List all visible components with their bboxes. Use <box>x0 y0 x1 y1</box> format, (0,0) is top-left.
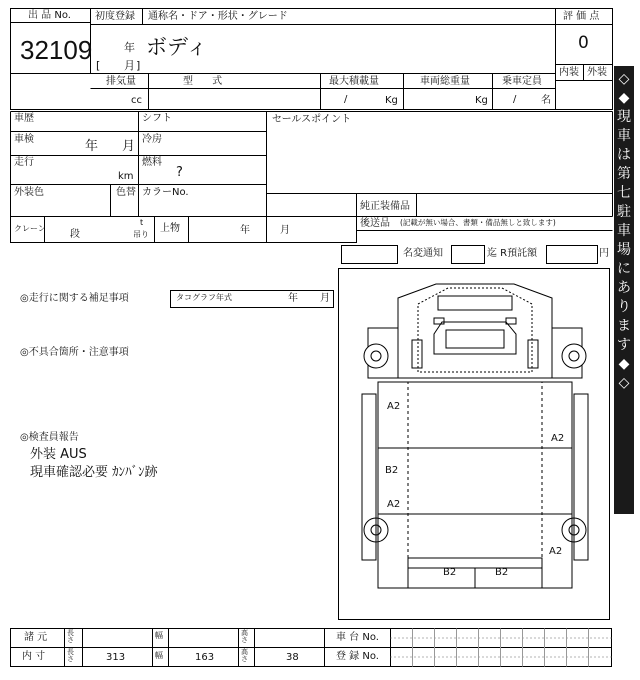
max-load-unit: Kg <box>385 95 398 106</box>
damage-mark-right-top: A2 <box>551 433 565 444</box>
score-value: 0 <box>578 33 589 53</box>
crane-ton-unit: t <box>140 218 144 227</box>
lot-no-label: 出 品 No. <box>28 10 71 21</box>
displacement-unit: cc <box>131 95 142 106</box>
inner-length-value: 313 <box>106 652 126 663</box>
build-year-unit: 年 <box>240 225 250 236</box>
send-later-note: (記載が無い場合、書類・備品無しと致します) <box>400 218 556 227</box>
tacho-year-unit: 年 <box>288 293 298 304</box>
inner-width-value: 163 <box>195 652 215 663</box>
defects-title: ◎不具合箇所・注意事項 <box>20 347 129 358</box>
send-later-label: 後送品 <box>360 218 390 229</box>
max-load-label: 最大積載量 <box>329 76 379 87</box>
gross-weight-label: 車両総重量 <box>420 76 470 87</box>
displacement-label: 排気量 <box>106 76 136 87</box>
damage-mark-left-bottom: A2 <box>387 499 401 510</box>
ac-label: 冷房 <box>142 134 162 145</box>
name-door-grade-label: 通称名・ドア・形状・グレード <box>148 11 288 22</box>
fuel-label: 燃料 <box>142 157 162 168</box>
sales-points-label: セールスポイント <box>272 114 352 125</box>
location-banner-text: ◇◆ 現車は第七駐車場にあります ◆◇ <box>617 71 631 391</box>
exterior-label: 外装 <box>587 67 607 78</box>
damage-mark-rear-left: B2 <box>443 567 457 578</box>
inspection-month-unit: 月 <box>122 139 136 154</box>
inner-dims-label: 内 寸 <box>22 651 46 662</box>
body-build-label: 上物 <box>160 223 180 234</box>
length-label-1: 長さ <box>67 629 74 644</box>
tacho-month-unit: 月 <box>320 293 330 304</box>
shift-label: シフト <box>142 113 172 124</box>
damage-mark-left-mid: B2 <box>385 465 399 476</box>
length-label-2: 長さ <box>67 648 74 663</box>
damage-mark-rear-right: B2 <box>495 567 509 578</box>
crane-label: クレーン <box>14 224 46 233</box>
crane-lift-unit: 吊り <box>133 230 149 239</box>
reg-year-unit: 年 <box>124 41 135 54</box>
damage-mark-left-top: A2 <box>387 401 401 412</box>
first-reg-label: 初度登録 <box>95 11 135 22</box>
capacity-label: 乗車定員 <box>502 76 542 87</box>
location-banner <box>614 66 634 514</box>
build-month-unit: 月 <box>280 225 290 236</box>
fuel-value: ? <box>176 165 183 180</box>
height-label-1: 高さ <box>241 629 248 644</box>
gross-weight-unit: Kg <box>475 95 488 106</box>
driving-notes-title: ◎走行に関する補足事項 <box>20 293 129 304</box>
body-type-value: ボディ <box>146 35 208 59</box>
deposit-label: 迄 R預託額 <box>487 248 538 259</box>
score-label: 評 価 点 <box>563 11 600 22</box>
inspection-label: 車検 <box>14 134 34 145</box>
width-label-2: 幅 <box>155 651 163 660</box>
inner-height-value: 38 <box>286 652 299 663</box>
capacity-sep: / <box>513 94 517 105</box>
color-no-label: カラーNo. <box>142 187 189 198</box>
chassis-no-label: 車 台 No. <box>336 632 379 643</box>
model-label: 型 式 <box>183 76 223 87</box>
name-change-box <box>341 245 398 264</box>
tachograph-label: タコグラフ年式 <box>176 293 232 302</box>
mileage-label: 走行 <box>14 157 34 168</box>
lot-number: 32109 <box>20 35 93 65</box>
name-change-label: 名変通知 <box>403 248 443 259</box>
inspector-report-title: ◎検査員報告 <box>20 432 79 443</box>
name-change-date-box <box>451 245 485 264</box>
interior-label: 内装 <box>559 67 579 78</box>
yen-unit: 円 <box>599 248 609 259</box>
damage-mark-right-bottom: A2 <box>549 546 563 557</box>
width-label-1: 幅 <box>155 631 163 640</box>
height-label-2: 高さ <box>241 648 248 663</box>
vehicle-diagram <box>338 268 610 620</box>
genuine-equipment-label: 純正装備品 <box>360 201 410 212</box>
deposit-amount-box <box>546 245 598 264</box>
bracket-close: ] <box>136 59 141 72</box>
inspection-year-unit: 年 <box>85 139 99 154</box>
specs-row-label: 諸 元 <box>24 632 48 643</box>
bracket-open: [ <box>96 59 101 72</box>
reg-month-unit: 月 <box>124 59 135 72</box>
crane-stage-unit: 段 <box>70 229 80 240</box>
color-swap-label: 色替 <box>116 187 136 198</box>
ext-color-label: 外装色 <box>14 187 44 198</box>
inspector-line-1: 外装 AUS <box>30 447 87 462</box>
registration-no-label: 登 録 No. <box>336 651 379 662</box>
max-load-sep: / <box>344 94 348 105</box>
history-label: 車歴 <box>14 113 34 124</box>
mileage-unit: km <box>118 171 134 182</box>
capacity-unit: 名 <box>541 95 551 106</box>
inspector-line-2: 現車確認必要 ｶﾝﾊﾞﾝ跡 <box>30 465 158 480</box>
